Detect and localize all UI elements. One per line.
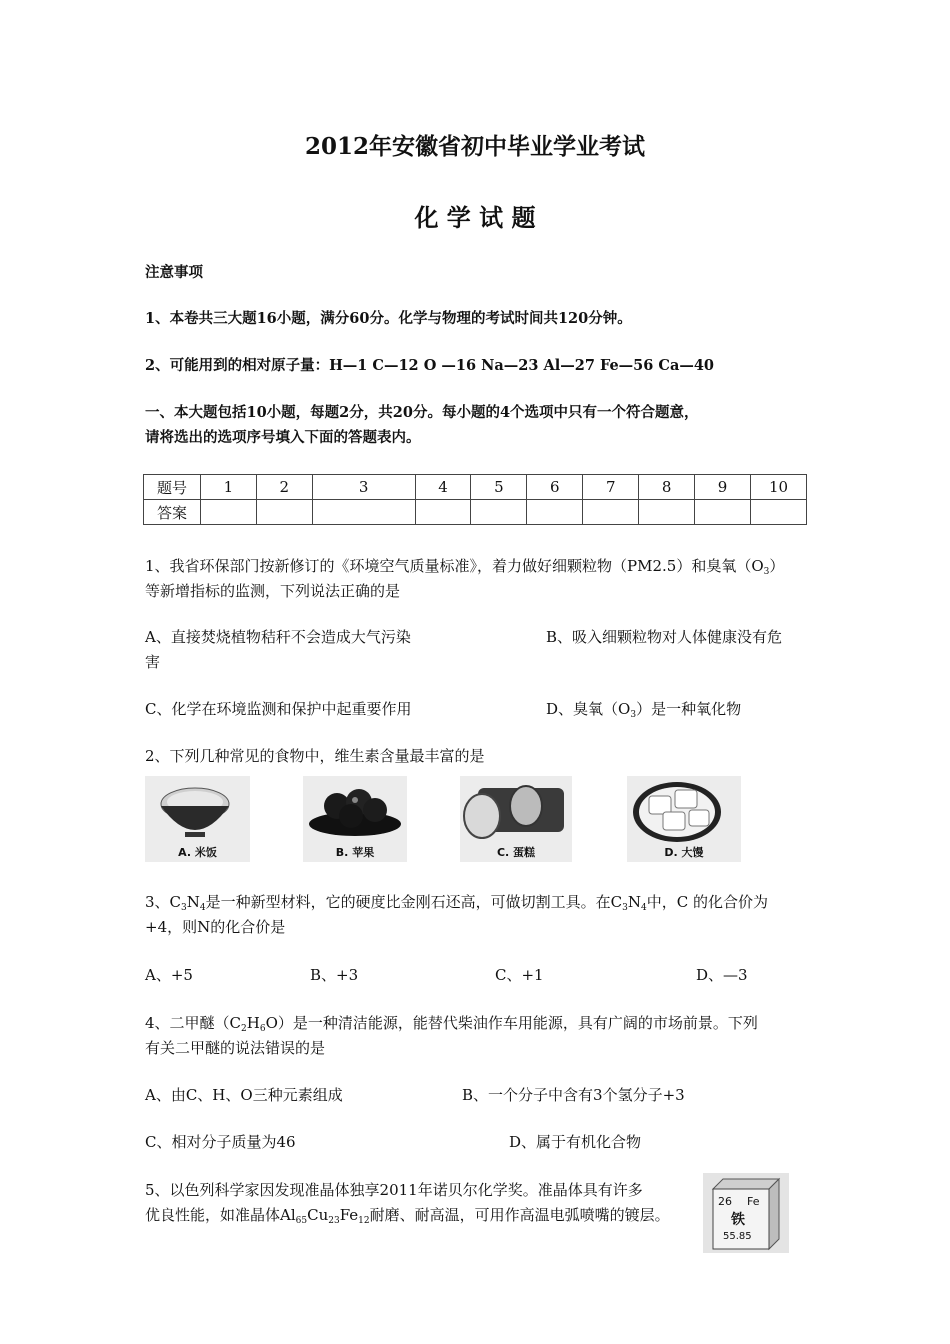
food-caption-d: D. 大馒 (664, 846, 704, 859)
number-cell: 5 (471, 475, 527, 500)
answer-cell[interactable] (200, 500, 256, 525)
q3-stem-line1: 3、$C_3N_4$是一种新型材料，它的硬度比金刚石还高，可做切割工具。在$C_3N_4$中，C 的化合价为 (145, 893, 768, 913)
q5-stem-line1: 5、以色列科学家因发现准晶体独享2011年诺贝尔化学奖。准晶体具有许多 (145, 1181, 643, 1199)
q2-stem: 2、下列几种常见的食物中，维生素含量最丰富的是 (145, 747, 485, 765)
rice-bowl-icon (145, 776, 250, 846)
answer-cell[interactable] (471, 500, 527, 525)
number-cell: 2 (256, 475, 312, 500)
q4-option-a: A、由C、H、O三种元素组成 (145, 1086, 343, 1104)
table-row (144, 475, 807, 500)
answer-cell[interactable] (583, 500, 639, 525)
answer-cell[interactable] (256, 500, 312, 525)
exam-title: 2012年安徽省初中毕业学业考试 (304, 133, 645, 160)
number-cell: 8 (639, 475, 695, 500)
number-cell: 1 (200, 475, 256, 500)
answer-cell[interactable] (527, 500, 583, 525)
q1-option-b-cont: 害 (145, 653, 161, 671)
apple-plate-icon (303, 776, 407, 846)
row-label-number: 题号 (144, 475, 201, 500)
q1-stem-line2: 等新增指标的监测，下列说法正确的是 (145, 582, 401, 600)
table-row (144, 500, 807, 525)
food-caption-b: B. 苹果 (335, 846, 375, 859)
q4-option-b: B、一个分子中含有3个氢分子+3 (462, 1086, 685, 1104)
q5-stem-line2: 优良性能，如准晶体$Al_{65}Cu_{23}Fe_{12}$耐磨、耐高温，可用作高温电弧喷嘴的镀层。 (145, 1206, 670, 1226)
answer-cell[interactable] (415, 500, 471, 525)
answer-cell[interactable] (639, 500, 695, 525)
q1-option-c: C、化学在环境监测和保护中起重要作用 (145, 700, 412, 718)
q1-stem-line1: 1、我省环保部门按新修订的《环境空气质量标准》，着力做好细颗粒物（PM2.5）和臭氧$(O_3)$ (145, 557, 785, 577)
number-cell: 3 (312, 475, 415, 500)
food-caption-c: C. 蛋糕 (496, 846, 536, 859)
q3-option-c: C、+1 (495, 966, 544, 984)
q4-stem-line2: 有关二甲醚的说法错误的是 (145, 1039, 326, 1057)
food-image-rice (145, 776, 250, 862)
q3-option-d: D、—3 (696, 966, 748, 984)
number-cell: 10 (750, 475, 806, 500)
number-cell: 6 (527, 475, 583, 500)
notice-heading: 注意事项 (145, 264, 203, 281)
element-name: 铁 (731, 1212, 745, 1228)
food-image-cake (460, 776, 572, 862)
answer-table (143, 474, 807, 525)
q1-option-b: B、吸入细颗粒物对人体健康没有危 (546, 628, 783, 646)
q4-option-c: C、相对分子质量为46 (145, 1133, 296, 1151)
food-caption-a: A. 米饭 (178, 846, 217, 859)
number-cell: 9 (695, 475, 751, 500)
element-symbol: Fe (747, 1195, 760, 1208)
notice-item-1: 1、本卷共三大题16小题，满分60分。化学与物理的考试时间共120分钟。 (145, 310, 632, 327)
answer-cell[interactable] (750, 500, 806, 525)
answer-cell[interactable] (695, 500, 751, 525)
q1-option-a: A、直接焚烧植物秸秆不会造成大气污染 (145, 628, 411, 646)
iron-element-tile (703, 1173, 789, 1253)
answer-cell[interactable] (312, 500, 415, 525)
element-number: 26 (718, 1195, 732, 1208)
section1-line2: 请将选出的选项序号填入下面的答题表内。 (145, 429, 421, 446)
q3-option-a: A、+5 (145, 966, 193, 984)
cake-roll-icon (460, 776, 572, 846)
steamed-bun-icon (627, 776, 741, 846)
food-image-bun (627, 776, 741, 862)
food-image-apple (303, 776, 407, 862)
q4-stem-line1: 4、二甲醚$(C_2H_6O)$是一种清洁能源，能替代柴油作车用能源，具有广阔的市场前景。下列 (145, 1014, 758, 1034)
q3-stem-line2: +4，则N的化合价是 (145, 918, 286, 936)
q3-option-b: B、+3 (310, 966, 359, 984)
notice-item-2: 2、可能用到的相对原子量：H—1 C—12 O —16 Na—23 Al—27 Fe—56 Ca—40 (145, 357, 715, 374)
row-label-answer: 答案 (144, 500, 201, 525)
number-cell: 7 (583, 475, 639, 500)
exam-subtitle: 化 学 试 题 (414, 203, 536, 232)
q4-option-d: D、属于有机化合物 (509, 1133, 642, 1151)
number-cell: 4 (415, 475, 471, 500)
q1-option-d: D、臭氧$(O_3)$是一种氧化物 (546, 700, 742, 720)
section1-line1: 一、本大题包括10小题，每题2分，共20分。每小题的4个选项中只有一个符合题意， (145, 404, 699, 421)
element-mass: 55.85 (723, 1231, 752, 1242)
